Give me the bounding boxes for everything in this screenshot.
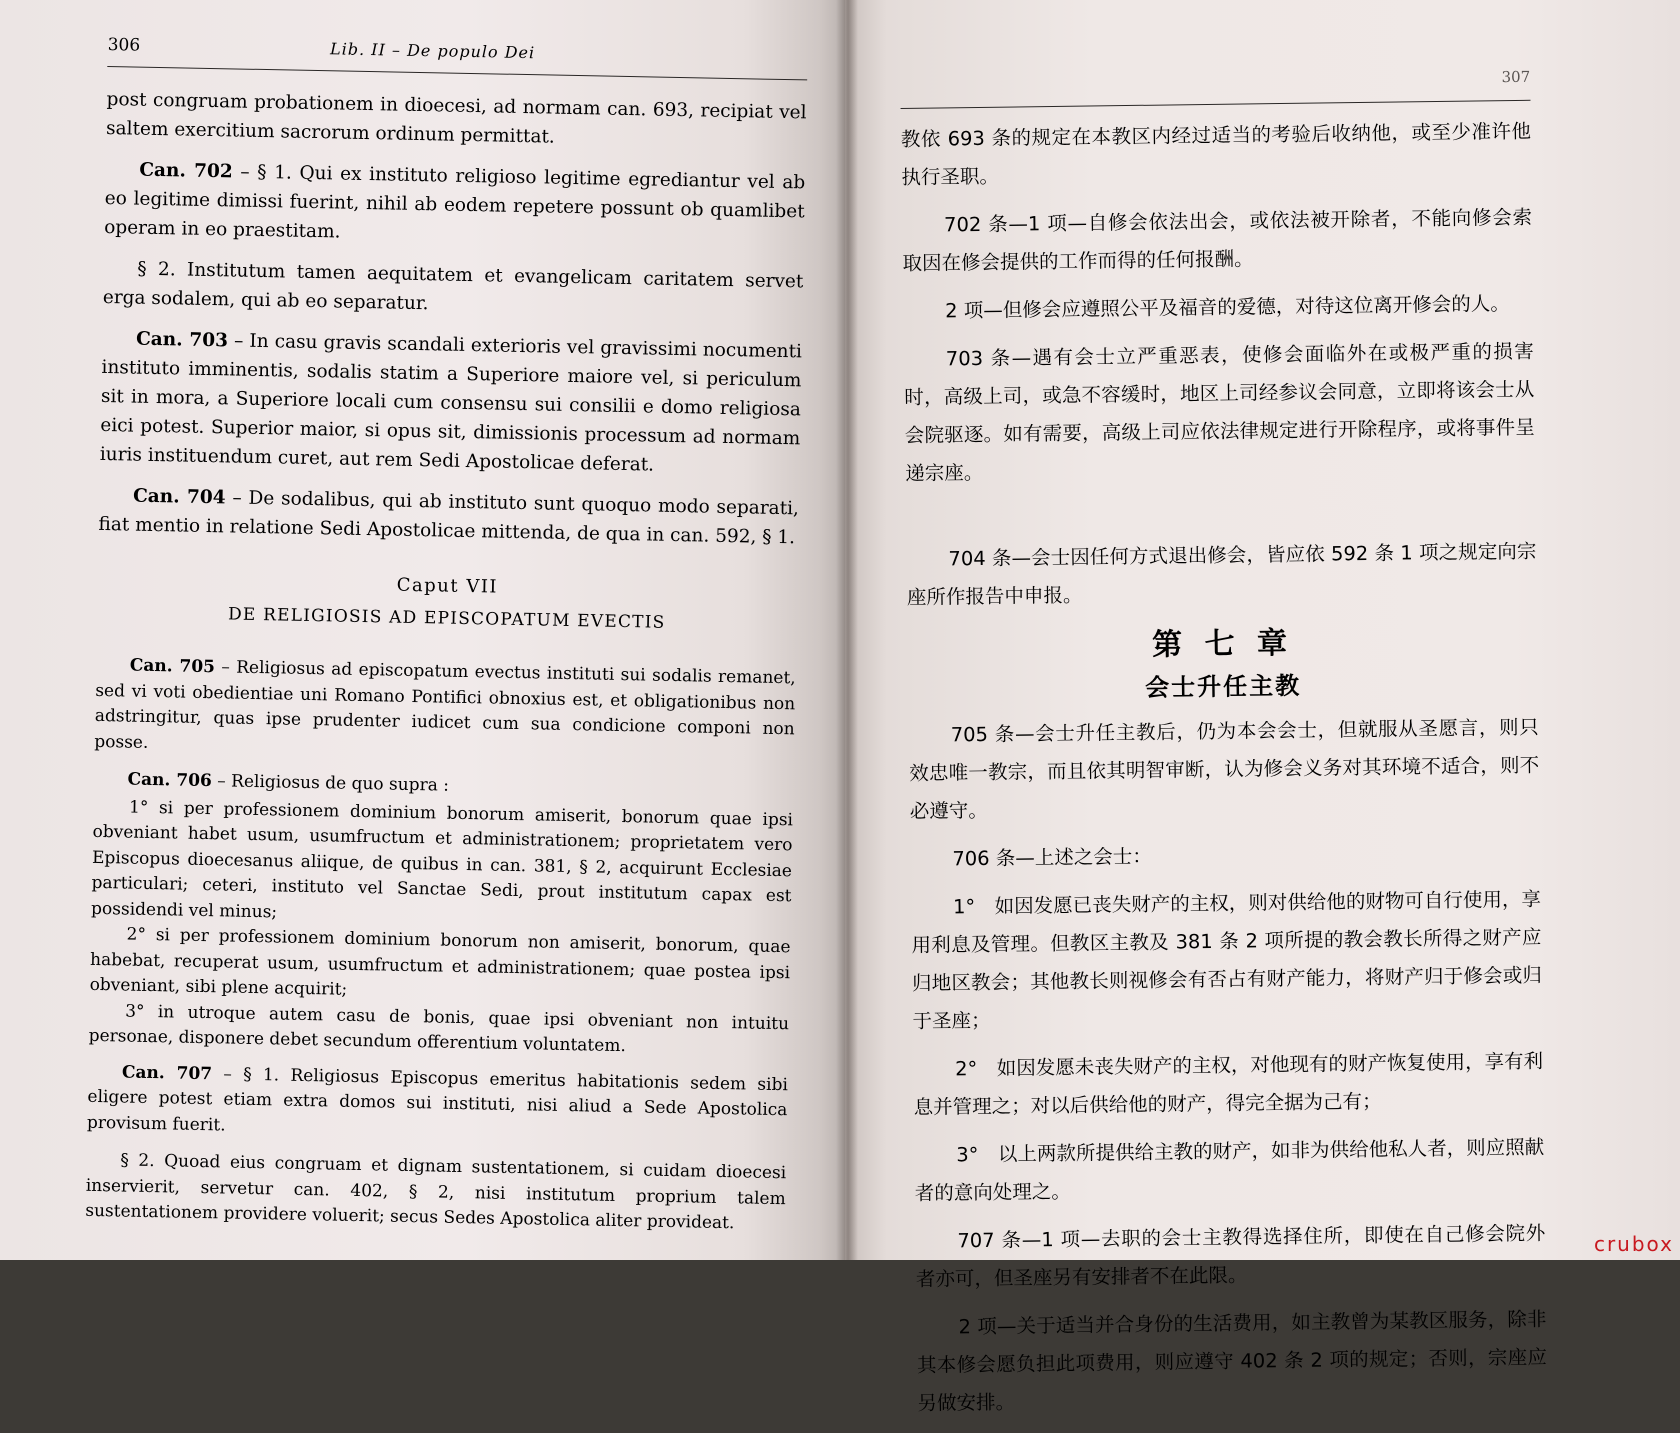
canon-707-p1 [87,1059,788,1149]
canon-706-item-3-zh: 3° 以上两款所提供给主教的财产，如非为供给他私人者，则应照献者的意向处理之。 [914,1135,1545,1205]
canon-702-label: Can. 702 [139,159,233,183]
canon-703-zh: 703 条—遇有会士立严重恶表，使修会面临外在或极严重的损害时，高级上司，或急不容缓时，地区上司经参议会同意，立即将该会士从会院驱逐。如有需要，高级上司应依法律规定进行开除程序，或将事件呈递宗座。 [904,339,1535,485]
canon-706-item-1: 1° si per professionem dominium bonorum amiserit, bonorum quae ipsi obveniant habet usum, usumfructum et administrationem; proprietatem vero Episcopus dioecesanus aliique, de quibus in can. 381, § 2, acquirunt Ecclesiae particulari; ceteri, instituto vel Sanctae Sedi, prout institutum capax est possidendi vel minus; [90,797,794,922]
canon-705 [94,653,796,768]
paragraph-continuation-zh: 教依 693 条的规定在本教区内经过适当的考验后收纳他，或至少准许他执行圣职。 [900,119,1532,189]
right-page-text [900,58,1548,1433]
canon-707-p2-zh: 2 项—关于适当并合身份的生活费用，如主教曾为某教区服务，除非其本修会愿负担此项费用，则应遵守 402 条 2 项的规定；否则，宗座应另做安排。 [916,1307,1548,1415]
paragraph-continuation: post congruam probationem in dioecesi, ad normam can. 693, recipiat vel saltem exercitium sacrorum ordinum permittat. [105,88,807,148]
canon-706-intro: – Religiosus de quo supra : [217,771,450,796]
canon-706-label: Can. 706 [127,769,213,792]
canon-704 [98,481,799,552]
canon-707-text: – § 1. Religiosus Episcopus emeritus habitationis sedem sibi eligere potest etiam extra domos sui instituti, nisi aliud a Sede Apostolica provisum fuerit. [86,1063,789,1135]
canon-702-text: – § 1. Qui ex instituto religioso legitime egrediantur vel ab eo legitime dimissi fuerint, nihil ab eodem repetere possunt ob quamlibet operam in eo praestitam. [104,161,806,243]
canon-703-text: – In casu gravis scandali exterioris vel gravissimi nocumenti instituto imminentis, sodalis statim a Superiore maiore vel, si periculum sit in mora, a Superiore locali cum consensu sui consilii e domo religiosa eici potest. Superior maior, si opus sit, dimissionis processum ad normam iuris instituendum curet, aut rem Sedi Apostolicae deferat. [99,330,803,476]
canon-702-p2-zh: 2 项—但修会应遵照公平及福音的爱德，对待这位离开修会的人。 [945,292,1510,323]
left-page-text [85,30,808,1250]
canon-703 [100,324,803,482]
canon-706-item-3: 3° in utroque autem casu de bonis, quae ipsi obveniant non intuitu personae, disponere debet secundum offerentium voluntatem. [88,1001,790,1057]
canon-707-p2: § 2. Quoad eius congruam et dignam sustentationem, si cuidam dioecesi inservierit, servetur can. 402, § 2, nisi institutum proprium talem sustentationem providere voluerit; secus Sedes Apostolica aliter provideat. [85,1150,787,1234]
canon-704-label: Can. 704 [132,485,226,509]
canon-706-item-1-zh: 1° 如因发愿已丧失财产的主权，则对供给他的财物可自行使用，享用利息及管理。但教区主教及 381 条 2 项所提的教会教长所得之财产应归地区教会；其他教长则视修会有否占有财产能力，将财产归于修会或归于圣座； [911,887,1543,1033]
left-running-title: Lib. II – De populo Dei [329,39,536,63]
canon-703-label: Can. 703 [135,328,229,352]
caput-title: Caput VII [396,574,499,598]
canon-707-label: Can. 707 [121,1061,213,1084]
watermark-text: crubox [1593,1232,1674,1256]
chapter-title: 会士升任主教 [1144,671,1302,702]
canon-704-zh: 704 条—会士因任何方式退出修会，皆应依 592 条 1 项之规定向宗座所作报告中申报。 [906,539,1537,609]
canon-706-item-2: 2° si per professionem dominium bonorum non amiserit, bonorum, quae habebat, recuperat usum, usumfructum et administrationem; quae postea ipsi obveniant, sibi plene acquirit; [89,924,791,1000]
canon-704-text: – De sodalibus, qui ab instituto sunt quoquo modo separati, fiat mentio in relatione Sedi Apostolicae mittenda, de qua in can. 592, § 1. [98,487,800,549]
chapter-number: 第 七 章 [1151,625,1294,663]
canon-705-text: – Religiosus ad episcopatum evectus instituti sui sodalis remanet, sed vi voti obedientiae uni Romano Pontifici obnoxius est, et obligationibus non adstringitur, quas ipse prudenter iudicet cum sua condicione componi non posse. [94,657,796,753]
canon-705-zh: 705 条—会士升任主教后，仍为本会会士，但就服从圣愿言，则只效忠唯一教宗，而且依其明智审断，认为修会义务对其环境不适合，则不必遵守。 [909,715,1540,823]
canon-705-label: Can. 705 [129,655,216,678]
canon-702-zh: 702 条—1 项—自修会依法出会，或依法被开除者，不能向修会索取因在修会提供的工作而得的任何报酬。 [902,205,1533,275]
right-running-head [900,58,1531,109]
canon-702-p2: § 2. Institutum tamen aequitatem et evangelicam caritatem servet erga sodalem, qui ab eo separatur. [102,258,804,315]
canon-706-zh: 706 条—上述之会士： [952,844,1152,871]
canon-702-p1 [104,155,806,255]
book-gutter [836,0,858,1260]
canon-706-item-2-zh: 2° 如因发愿未丧失财产的主权，对他现有的财产恢复使用，享有利息并管理之；对以后供给他的财产，得完全据为己有； [913,1049,1544,1119]
canon-707-p1-zh: 707 条—1 项—去职的会士主教得选择住所，即使在自己修会院外者亦可，但圣座另有安排者不在此限。 [915,1221,1546,1291]
caput-subtitle: DE RELIGIOSIS AD EPISCOPATUM EVECTIS [227,604,666,633]
left-folio: 306 [107,34,141,56]
right-folio: 307 [1501,67,1531,87]
